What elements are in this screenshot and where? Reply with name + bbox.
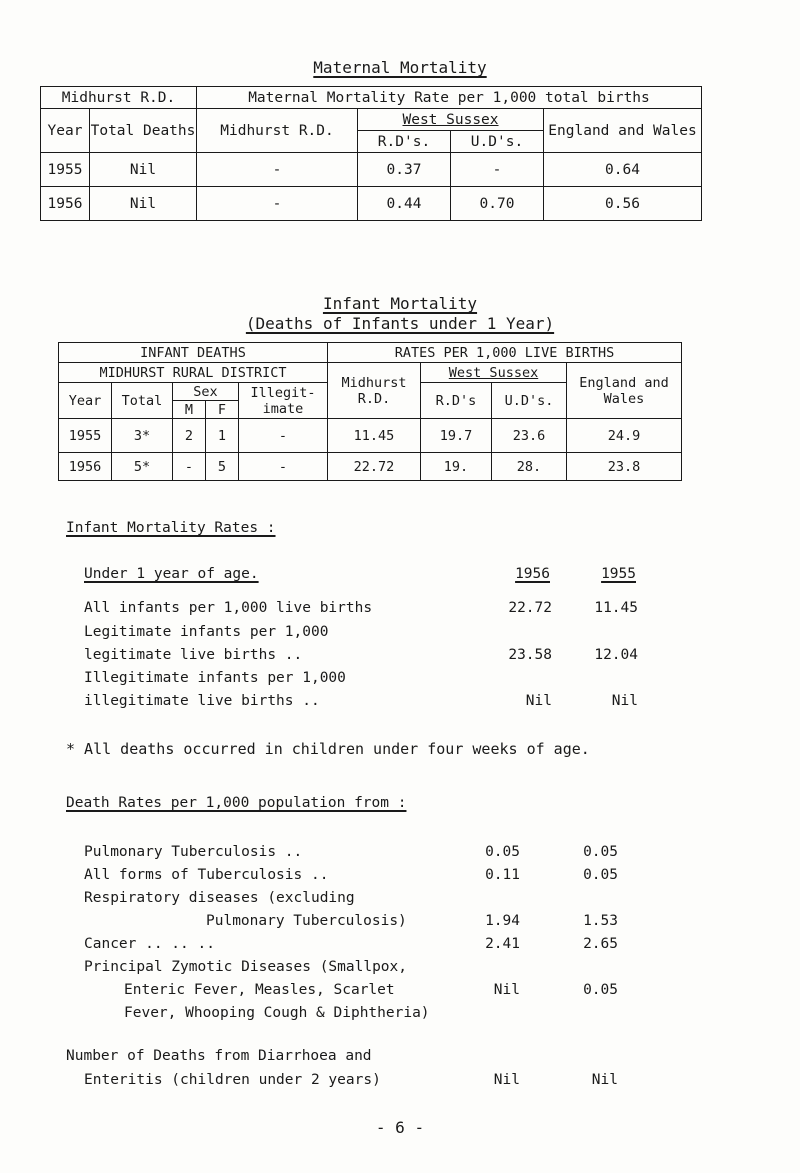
tb-label: All forms of Tuberculosis ..: [84, 867, 329, 883]
death-rates-title: Death Rates per 1,000 population from :: [66, 795, 407, 811]
maternal-col-west-sussex: West Sussex: [358, 109, 544, 131]
rates-under-label: Under 1 year of age.: [84, 566, 259, 582]
infant-col-m: M: [173, 401, 206, 419]
zymotic-label: Principal Zymotic Diseases (Smallpox,: [84, 959, 408, 975]
illegit-cell: -: [239, 453, 328, 481]
cancer-value-a: 2.41: [485, 936, 520, 952]
resp-label-2: Pulmonary Tuberculosis): [206, 913, 407, 929]
infant-col-f: F: [206, 401, 239, 419]
m-cell: 2: [173, 419, 206, 453]
year-cell: 1956: [59, 453, 112, 481]
footnote: * All deaths occurred in children under four weeks of age.: [66, 740, 590, 758]
uds-cell: 23.6: [492, 419, 567, 453]
infant-table: [58, 342, 682, 481]
uds-cell: -: [451, 153, 544, 187]
rates-illegit-label: Illegitimate infants per 1,000: [84, 670, 346, 686]
resp-value-a: 1.94: [485, 913, 520, 929]
infant-col-west-sussex: West Sussex: [421, 363, 567, 383]
total-cell: 3*: [112, 419, 173, 453]
maternal-header-right: Maternal Mortality Rate per 1,000 total births: [197, 87, 702, 109]
rates-all-1956: 22.72: [508, 600, 552, 616]
resp-value-b: 1.53: [583, 913, 618, 929]
page-number: - 6 -: [375, 1118, 425, 1137]
total-cell: Nil: [90, 153, 197, 187]
year-cell: 1956: [41, 187, 90, 221]
rates-year-1956: 1956: [515, 566, 550, 582]
england-cell: 0.64: [544, 153, 702, 187]
infant-col-total: Total: [112, 383, 173, 419]
midhurst-cell: 22.72: [328, 453, 421, 481]
year-cell: 1955: [59, 419, 112, 453]
table-row: [59, 453, 682, 481]
table-row: [41, 153, 702, 187]
f-cell: 5: [206, 453, 239, 481]
infant-col-uds: U.D's.: [492, 383, 567, 419]
maternal-header-left: Midhurst R.D.: [41, 87, 197, 109]
rates-legit-1956: 23.58: [508, 647, 552, 663]
resp-label: Respiratory diseases (excluding: [84, 890, 355, 906]
midhurst-cell: -: [197, 153, 358, 187]
infant-header-district: MIDHURST RURAL DISTRICT: [59, 363, 328, 383]
cancer-value-b: 2.65: [583, 936, 618, 952]
m-cell: -: [173, 453, 206, 481]
midhurst-cell: 11.45: [328, 419, 421, 453]
rates-all-1955: 11.45: [594, 600, 638, 616]
illegit-cell: -: [239, 419, 328, 453]
zymotic-label-2: Enteric Fever, Measles, Scarlet: [124, 982, 395, 998]
maternal-col-england: England and Wales: [544, 109, 702, 153]
zymotic-label-3: Fever, Whooping Cough & Diphtheria): [124, 1005, 430, 1021]
diarrhoea-value-b: Nil: [591, 1072, 618, 1088]
infant-header-deaths: INFANT DEATHS: [59, 343, 328, 363]
maternal-col-uds: U.D's.: [451, 131, 544, 153]
total-cell: Nil: [90, 187, 197, 221]
england-cell: 24.9: [567, 419, 682, 453]
rates-illegit-1955: Nil: [611, 693, 638, 709]
maternal-col-total: Total Deaths: [90, 109, 197, 153]
rds-cell: 19.7: [421, 419, 492, 453]
england-cell: 0.56: [544, 187, 702, 221]
tb-value-b: 0.05: [583, 867, 618, 883]
infant-col-rds: R.D's: [421, 383, 492, 419]
year-cell: 1955: [41, 153, 90, 187]
rds-cell: 0.37: [358, 153, 451, 187]
total-cell: 5*: [112, 453, 173, 481]
rates-all-label: All infants per 1,000 live births: [84, 600, 373, 616]
pulm-value-b: 0.05: [583, 844, 618, 860]
table-row: [41, 187, 702, 221]
infant-header-rates: RATES PER 1,000 LIVE BIRTHS: [328, 343, 682, 363]
infant-col-illegit: Illegit- imate: [239, 383, 328, 419]
infant-col-year: Year: [59, 383, 112, 419]
pulm-value-a: 0.05: [485, 844, 520, 860]
rates-legit-label-2: legitimate live births ..: [84, 647, 303, 663]
rates-illegit-1956: Nil: [525, 693, 552, 709]
rds-cell: 19.: [421, 453, 492, 481]
maternal-title: Maternal Mortality: [313, 58, 487, 77]
rates-title: Infant Mortality Rates :: [66, 520, 276, 536]
midhurst-cell: -: [197, 187, 358, 221]
table-row: [59, 419, 682, 453]
infant-title: Infant Mortality: [322, 294, 478, 313]
maternal-col-year: Year: [41, 109, 90, 153]
maternal-col-midhurst: Midhurst R.D.: [197, 109, 358, 153]
zymotic-value-b: 0.05: [583, 982, 618, 998]
maternal-col-rds: R.D's.: [358, 131, 451, 153]
rds-cell: 0.44: [358, 187, 451, 221]
maternal-table: [40, 86, 702, 221]
england-cell: 23.8: [567, 453, 682, 481]
tb-value-a: 0.11: [485, 867, 520, 883]
infant-col-england: England and Wales: [567, 363, 682, 419]
rates-year-1955: 1955: [601, 566, 636, 582]
infant-subtitle: (Deaths of Infants under 1 Year): [245, 314, 555, 333]
pulm-label: Pulmonary Tuberculosis ..: [84, 844, 303, 860]
infant-col-midhurst: Midhurst R.D.: [328, 363, 421, 419]
rates-legit-1955: 12.04: [594, 647, 638, 663]
uds-cell: 28.: [492, 453, 567, 481]
diarrhoea-label-2: Enteritis (children under 2 years): [84, 1072, 381, 1088]
f-cell: 1: [206, 419, 239, 453]
diarrhoea-value-a: Nil: [493, 1072, 520, 1088]
rates-legit-label: Legitimate infants per 1,000: [84, 624, 329, 640]
infant-col-sex: Sex: [173, 383, 239, 401]
uds-cell: 0.70: [451, 187, 544, 221]
diarrhoea-label: Number of Deaths from Diarrhoea and: [66, 1048, 372, 1064]
rates-illegit-label-2: illegitimate live births ..: [84, 693, 320, 709]
zymotic-value-a: Nil: [493, 982, 520, 998]
cancer-label: Cancer .. .. ..: [84, 936, 215, 952]
